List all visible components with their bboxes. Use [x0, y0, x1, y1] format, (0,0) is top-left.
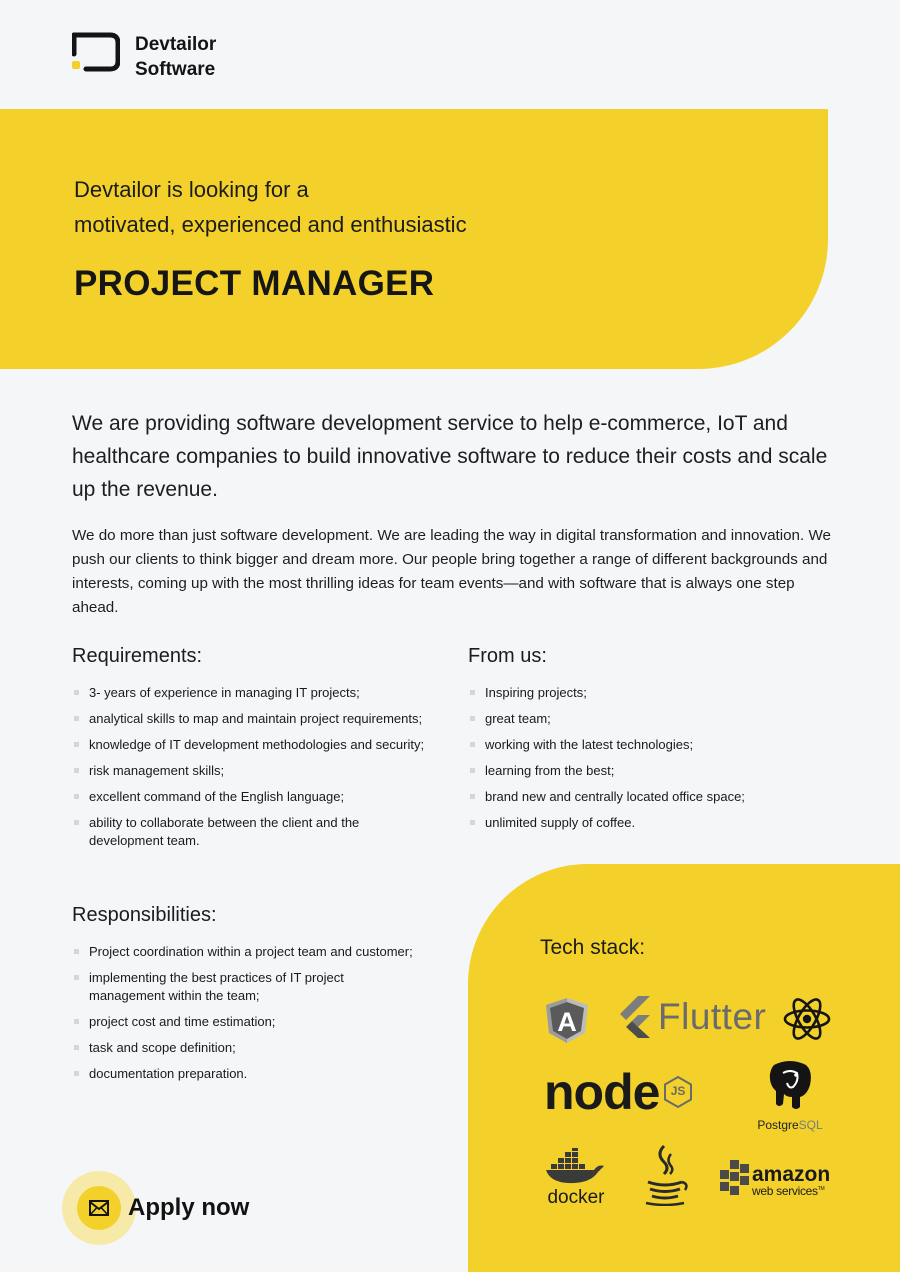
apply-halo[interactable]: [62, 1171, 136, 1245]
hero-intro: [74, 172, 467, 242]
docker-whale-icon: [544, 1148, 608, 1184]
list-item-text: unlimited supply of coffee.: [485, 815, 636, 830]
from-us-title: From us:: [468, 645, 547, 667]
aws-cubes-icon: [720, 1160, 750, 1200]
company-description: We do more than just software development. We are leading the way in digital transformation and innovation. We push our clients to think bigger and dream more. Our people bring together a range of different backgrounds and interests, coming up with the most thrilling ideas for team events—and with software that is always one step ahead.: [72, 527, 831, 616]
angular-logo-icon: [544, 996, 590, 1049]
from-us-section: [468, 645, 828, 840]
postgresql-label-a: Postgre: [757, 1118, 799, 1132]
bullet-icon: [74, 690, 79, 695]
list-item-text: Inspiring projects;: [485, 685, 587, 700]
list-item: [468, 762, 828, 780]
hero-intro-line1: Devtailor is looking for a: [74, 177, 309, 202]
list-item: [72, 788, 452, 806]
list-item: [72, 1039, 452, 1057]
bullet-icon: [470, 820, 475, 825]
bullet-icon: [470, 794, 475, 799]
list-item: [72, 762, 452, 780]
aws-trademark: TM: [817, 1185, 825, 1192]
company-lead: We are providing software development service to help e-commerce, IoT and healthcare companies to build innovative software to reduce their costs and scale up the revenue.: [72, 412, 828, 501]
bullet-icon: [470, 742, 475, 747]
hero-banner: [0, 109, 828, 369]
aws-label-web-services: web services: [752, 1183, 818, 1198]
bullet-icon: [74, 742, 79, 747]
postgresql-label: [750, 1118, 830, 1132]
from-us-list: [468, 684, 828, 832]
list-item: [468, 684, 828, 702]
envelope-icon: [89, 1200, 109, 1216]
list-item-text: great team;: [485, 711, 551, 726]
responsibilities-section: [72, 904, 452, 1091]
postgresql-elephant-icon: [765, 1059, 815, 1111]
list-item: [72, 943, 452, 961]
list-item-text: working with the latest technologies;: [485, 737, 694, 752]
tech-stack-panel: [468, 864, 900, 1272]
bullet-icon: [74, 794, 79, 799]
bullet-icon: [470, 768, 475, 773]
job-title: PROJECT MANAGER: [74, 264, 435, 303]
bullet-icon: [74, 1071, 79, 1076]
list-item-text: Project coordination within a project team and customer;: [89, 944, 413, 959]
list-item-text: implementing the best practices of IT project management within the team;: [89, 970, 344, 1003]
bullet-icon: [74, 975, 79, 980]
requirements-section: [72, 645, 452, 858]
list-item: [72, 814, 372, 850]
list-item-text: knowledge of IT development methodologies and security;: [89, 737, 425, 752]
list-item-text: analytical skills to map and maintain project requirements;: [89, 711, 423, 726]
node-label: node: [544, 1064, 660, 1120]
aws-label-amazon: amazon: [752, 1162, 831, 1186]
hero-intro-line2: motivated, experienced and enthusiastic: [74, 212, 467, 237]
responsibilities-title: Responsibilities:: [72, 904, 217, 926]
list-item: [468, 814, 828, 832]
list-item: [72, 710, 452, 728]
nodejs-logo: [544, 1064, 693, 1120]
devtailor-logo-icon: [72, 32, 120, 72]
apply-now-label[interactable]: Apply now: [128, 1194, 250, 1221]
list-item-text: documentation preparation.: [89, 1066, 248, 1081]
postgresql-label-b: SQL: [798, 1118, 823, 1132]
postgresql-logo: [750, 1059, 830, 1132]
list-item-text: task and scope definition;: [89, 1040, 236, 1055]
apply-icon-button[interactable]: [77, 1186, 121, 1230]
brand-name-line2: Software: [135, 59, 216, 80]
bullet-icon: [74, 1045, 79, 1050]
list-item-text: excellent command of the English language;: [89, 789, 345, 804]
list-item: [72, 684, 452, 702]
list-item: [72, 736, 452, 754]
responsibilities-list: [72, 943, 452, 1083]
flutter-label: Flutter: [658, 996, 767, 1037]
flutter-logo-icon: [618, 996, 652, 1038]
docker-label: docker: [547, 1187, 605, 1208]
list-item-text: ability to collaborate between the client and the development team.: [89, 815, 360, 848]
list-item: [468, 788, 828, 806]
requirements-list: [72, 684, 452, 850]
aws-label-services: [752, 1185, 830, 1197]
bullet-icon: [74, 716, 79, 721]
list-item: [468, 710, 828, 728]
bullet-icon: [74, 768, 79, 773]
js-label: JS: [670, 1084, 686, 1098]
list-item: [72, 1013, 452, 1031]
list-item-text: brand new and centrally located office space;: [485, 789, 745, 804]
bullet-icon: [74, 949, 79, 954]
list-item: [72, 969, 372, 1005]
bullet-icon: [74, 1019, 79, 1024]
list-item: [468, 736, 828, 754]
docker-logo: [544, 1148, 608, 1209]
list-item-text: risk management skills;: [89, 763, 225, 778]
bullet-icon: [470, 690, 475, 695]
list-item: [72, 1065, 452, 1083]
requirements-title: Requirements:: [72, 645, 203, 667]
bullet-icon: [470, 716, 475, 721]
react-logo-icon: [782, 996, 832, 1047]
svg-text:A: A: [557, 1007, 577, 1037]
flutter-logo: [618, 996, 766, 1038]
aws-logo: [720, 1160, 830, 1200]
list-item-text: 3- years of experience in managing IT projects;: [89, 685, 360, 700]
brand-logo: [72, 32, 216, 82]
list-item-text: project cost and time estimation;: [89, 1014, 276, 1029]
list-item-text: learning from the best;: [485, 763, 615, 778]
tech-stack-title: Tech stack:: [540, 936, 646, 959]
bullet-icon: [74, 820, 79, 825]
brand-name-line1: Devtailor: [135, 34, 217, 55]
apply-now-button[interactable]: [62, 1171, 249, 1245]
java-logo-icon: [640, 1144, 690, 1211]
